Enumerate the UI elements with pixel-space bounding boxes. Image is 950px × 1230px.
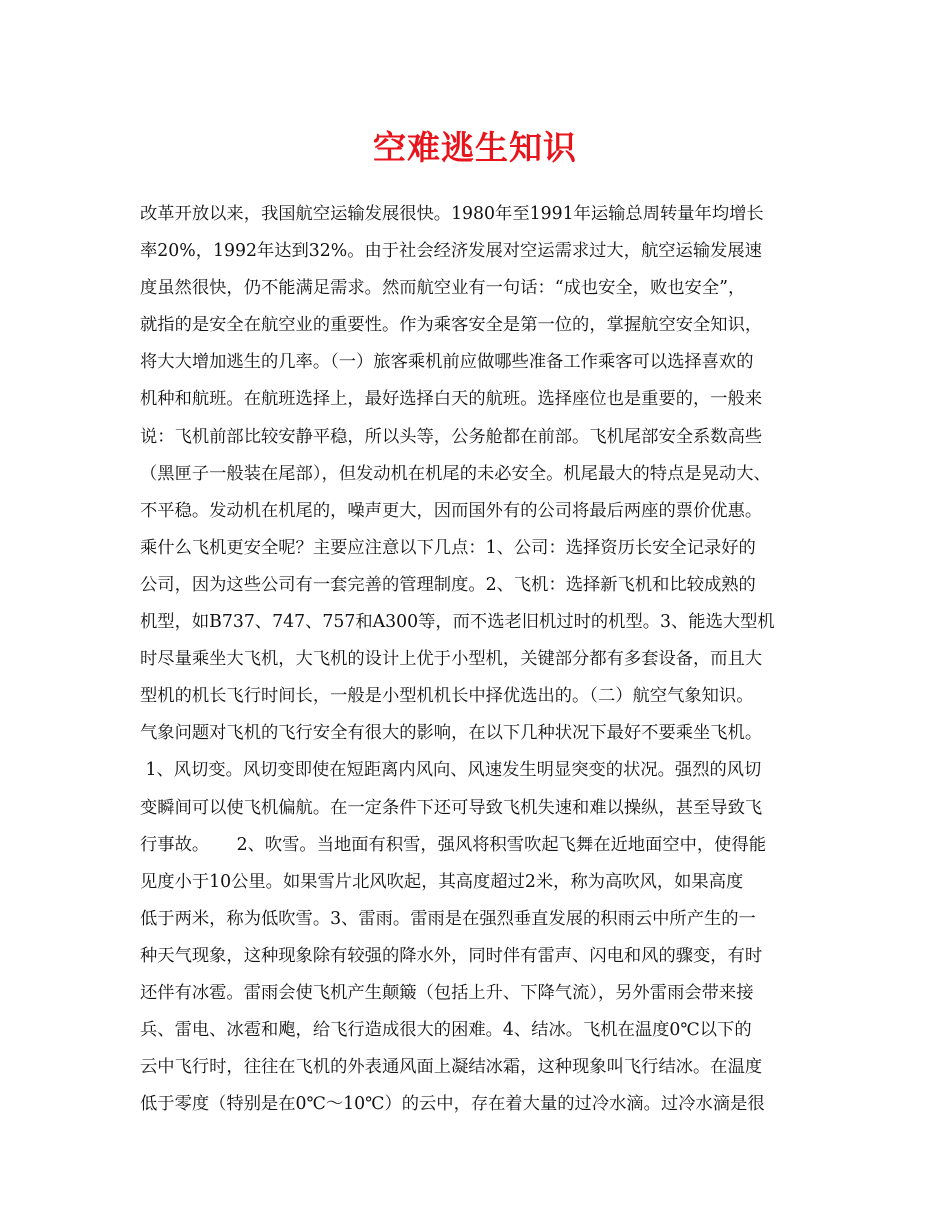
text-line: 时尽量乘坐大飞机，大飞机的设计上优于小型机，关键部分都有多套设备，而且大 <box>140 649 763 670</box>
text-line: 型机的机长飞行时间长，一般是小型机机长中择优选出的。（二）航空气象知识。 <box>140 686 754 707</box>
text-line: 度虽然很快，仍不能满足需求。然而航空业有一句话：“成也安全，败也安全”， <box>140 278 746 299</box>
text-line: 机种和航班。在航班选择上，最好选择白天的航班。选择座位也是重要的，一般来 <box>140 389 763 410</box>
text-line: 变瞬间可以使飞机偏航。在一定条件下还可导致飞机失速和难以操纵，甚至导致飞 <box>140 797 763 818</box>
text-line: 低于两米，称为低吹雪。3、雷雨。雷雨是在强烈垂直发展的积雨云中所产生的一 <box>140 908 756 929</box>
body-text <box>140 196 840 1123</box>
text-line: 将大大增加逃生的几率。（一）旅客乘机前应做哪些准备工作乘客可以选择喜欢的 <box>140 352 754 373</box>
text-line: 就指的是安全在航空业的重要性。作为乘客安全是第一位的，掌握航空安全知识， <box>140 315 763 336</box>
text-line: 乘什么飞机更安全呢？主要应注意以下几点：1、公司：选择资历长安全记录好的 <box>140 537 756 558</box>
text-line: 改革开放以来，我国航空运输发展很快。1980年至1991年运输总周转量年均增长 <box>140 204 764 224</box>
text-line: 气象问题对飞机的飞行安全有很大的影响，在以下几种状况下最好不要乘坐飞机。 <box>140 723 763 744</box>
text-line: 种天气现象，这种现象除有较强的降水外，同时伴有雷声、闪电和风的骤变，有时 <box>140 945 763 966</box>
text-line: （黑匣子一般装在尾部），但发动机在机尾的未必安全。机尾最大的特点是晃动大、 <box>140 463 771 484</box>
text-line: 低于零度（特别是在0℃～10℃）的云中，存在着大量的过冷水滴。过冷水滴是很 <box>140 1094 765 1115</box>
text-line: 说：飞机前部比较安静平稳，所以头等，公务舱都在前部。飞机尾部安全系数高些 <box>140 426 763 447</box>
text-line: 1、风切变。风切变即使在短距离内风向、风速发生明显突变的状况。强烈的风切 <box>140 760 762 781</box>
text-line: 云中飞行时，往往在飞机的外表通风面上凝结冰霜，这种现象叫飞行结冰。在温度 <box>140 1057 763 1078</box>
text-line: 机型，如B737、747、757和A300等，而不选老旧机过时的机型。3、能选大型机 <box>140 612 775 633</box>
page-title: 空难逃生知识 <box>373 128 577 167</box>
text-line: 公司，因为这些公司有一套完善的管理制度。2、飞机：选择新飞机和比较成熟的 <box>140 574 756 595</box>
text-line: 率20%，1992年达到32%。由于社会经济发展对空运需求过大，航空运输发展速 <box>140 241 762 262</box>
text-line: 见度小于10公里。如果雪片北风吹起，其高度超过2米，称为高吹风，如果高度 <box>140 871 744 892</box>
text-line: 兵、雷电、冰雹和飑，给飞行造成很大的困难。4、结冰。飞机在温度0℃以下的 <box>140 1020 752 1041</box>
text-line: 不平稳。发动机在机尾的，噪声更大，因而国外有的公司将最后两座的票价优惠。 <box>140 500 763 521</box>
text-line: 还伴有冰雹。雷雨会使飞机产生颠簸（包括上升、下降气流），另外雷雨会带来接 <box>140 982 754 1003</box>
text-line: 行事故。 2、吹雪。当地面有积雪，强风将积雪吹起飞舞在近地面空中，使得能 <box>140 834 767 855</box>
